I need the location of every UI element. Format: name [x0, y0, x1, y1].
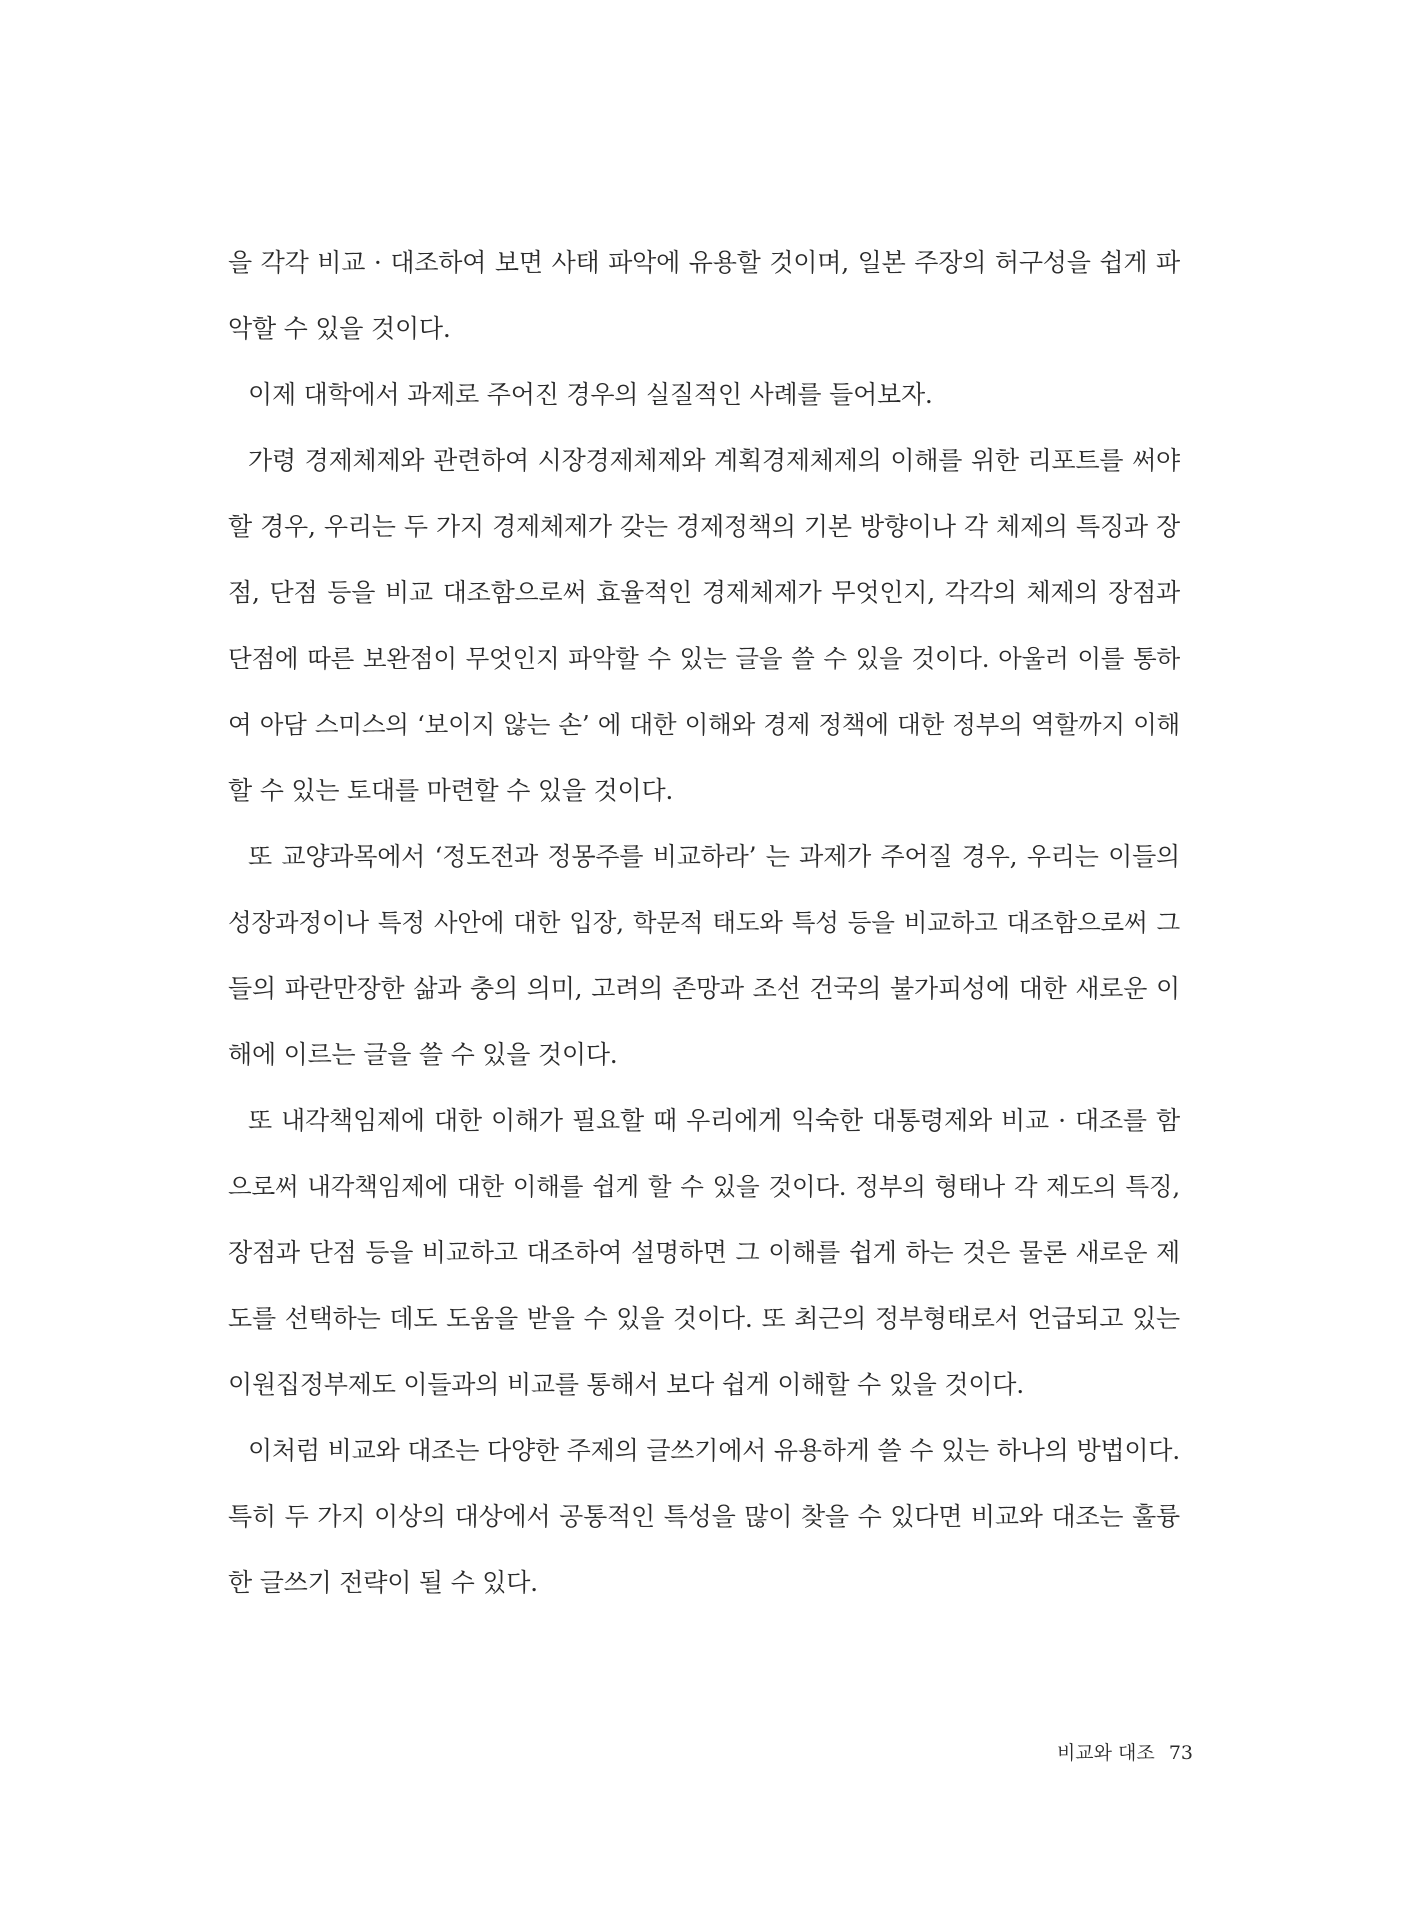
text-line: 악할 수 있을 것이다.: [228, 314, 451, 343]
text-line: 장점과 단점 등을 비교하고 대조하여 설명하면 그 이해를 쉽게 하는 것은 물론 새로운 제: [228, 1238, 1180, 1267]
text-line: 단점에 따른 보완점이 무엇인지 파악할 수 있는 글을 쓸 수 있을 것이다. 아울러 이를 통하: [228, 644, 1180, 673]
text-line: 할 수 있는 토대를 마련할 수 있을 것이다.: [228, 776, 674, 805]
running-title: 비교와 대조: [1056, 1742, 1155, 1764]
page-footer: [1057, 1738, 1193, 1768]
text-line: 이원집정부제도 이들과의 비교를 통해서 보다 쉽게 이해할 수 있을 것이다.: [228, 1370, 1024, 1399]
text-line: 성장과정이나 특정 사안에 대한 입장, 학문적 태도와 특성 등을 비교하고 대조함으로써 그: [228, 908, 1180, 937]
text-line: 가령 경제체제와 관련하여 시장경제체제와 계획경제체제의 이해를 위한 리포트를 써야: [248, 446, 1180, 475]
text-line: 또 내각책임제에 대한 이해가 필요할 때 우리에게 익숙한 대통령제와 비교 · 대조를 함: [248, 1106, 1180, 1135]
body-text: [228, 230, 1180, 1616]
text-line: 으로써 내각책임제에 대한 이해를 쉽게 할 수 있을 것이다. 정부의 형태나 각 제도의 특징,: [228, 1172, 1180, 1201]
text-line: 특히 두 가지 이상의 대상에서 공통적인 특성을 많이 찾을 수 있다면 비교와 대조는 훌륭: [228, 1502, 1180, 1531]
text-line: 이처럼 비교와 대조는 다양한 주제의 글쓰기에서 유용하게 쓸 수 있는 하나의 방법이다.: [248, 1436, 1180, 1465]
text-line: 여 아담 스미스의 ‘보이지 않는 손’ 에 대한 이해와 경제 정책에 대한 정부의 역할까지 이해: [228, 710, 1180, 739]
text-line: 한 글쓰기 전략이 될 수 있다.: [228, 1568, 538, 1597]
text-line: 들의 파란만장한 삶과 충의 의미, 고려의 존망과 조선 건국의 불가피성에 대한 새로운 이: [228, 974, 1180, 1003]
text-line: 할 경우, 우리는 두 가지 경제체제가 갖는 경제정책의 기본 방향이나 각 체제의 특징과 장: [228, 512, 1180, 541]
page-number: 73: [1168, 1742, 1193, 1764]
text-line: 도를 선택하는 데도 도움을 받을 수 있을 것이다. 또 최근의 정부형태로서 언급되고 있는: [228, 1304, 1180, 1333]
text-line: 점, 단점 등을 비교 대조함으로써 효율적인 경제체제가 무엇인지, 각각의 체제의 장점과: [228, 578, 1180, 607]
text-line: 해에 이르는 글을 쓸 수 있을 것이다.: [228, 1040, 618, 1069]
text-line: 이제 대학에서 과제로 주어진 경우의 실질적인 사례를 들어보자.: [248, 380, 933, 409]
text-line: 또 교양과목에서 ‘정도전과 정몽주를 비교하라’ 는 과제가 주어질 경우, 우리는 이들의: [248, 842, 1180, 871]
text-line: 을 각각 비교 · 대조하여 보면 사태 파악에 유용할 것이며, 일본 주장의 허구성을 쉽게 파: [228, 248, 1180, 277]
